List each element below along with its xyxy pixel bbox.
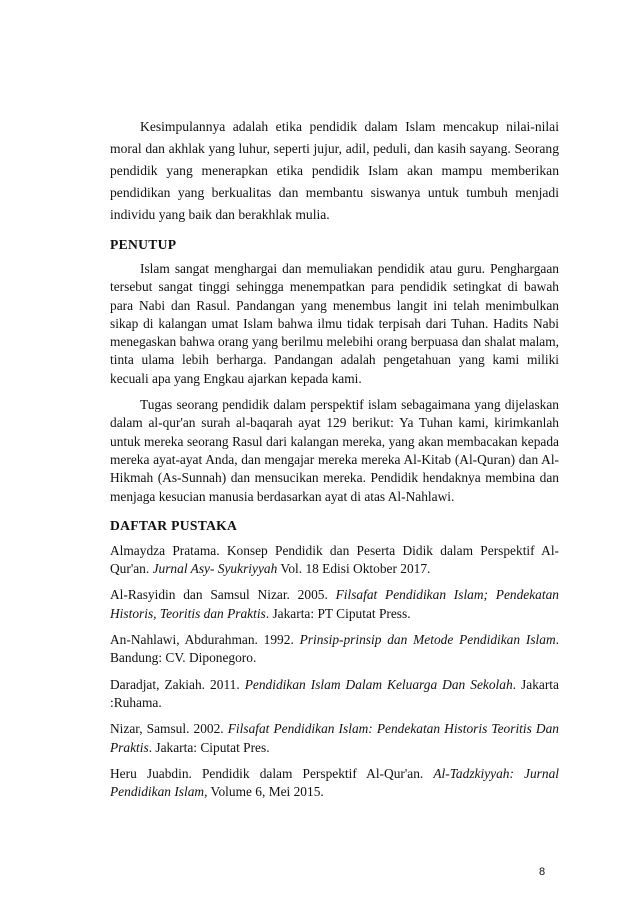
reference-list	[110, 542, 559, 802]
page-content	[110, 116, 559, 801]
page-number: 8	[539, 866, 546, 878]
reference-item: Almaydza Pratama. Konsep Pendidik dan Peserta Didik dalam Perspektif Al-Qur'an. Jurnal Asy- Syukriyyah Vol. 18 Edisi Oktober 2017.	[110, 542, 559, 577]
reference-item: Al-Rasyidin dan Samsul Nizar. 2005. Filsafat Pendidikan Islam; Pendekatan Historis, Teoritis dan Praktis. Jakarta: PT Ciputat Press.	[110, 587, 559, 621]
heading-daftar-pustaka: DAFTAR PUSTAKA	[110, 517, 238, 533]
heading-penutup: PENUTUP	[110, 237, 177, 252]
reference-item: Daradjat, Zakiah. 2011. Pendidikan Islam Dalam Keluarga Dan Sekolah. Jakarta :Ruhama.	[110, 676, 559, 710]
penutup-paragraph-2: Tugas seorang pendidik dalam perspektif islam sebagaimana yang dijelaskan dalam al-qur'an surah al-baqarah ayat 129 berikut: Ya Tuhan kami, kirimkanlah untuk mereka seorang Rasul dari kalangan mereka, yang akan membacakan kepada mereka ayat-ayat Anda, dan mengajar mereka mereka Al-Kitab (Al-Quran) dan Al-Hikmah (As-Sunnah) dan mensucikan mereka. Pendidik hendaknya membina dan menjaga kesucian manusia berdasarkan ayat di atas Al-Nahlawi.	[110, 397, 559, 504]
penutup-paragraph-1: Islam sangat menghargai dan memuliakan pendidik atau guru. Penghargaan tersebut sangat tinggi sehingga menempatkan para pendidik setingkat di bawah para Nabi dan Rasul. Pandangan yang menembus langit ini telah menimbulkan sikap di kalangan umat Islam bahwa ilmu tidak terpisah dari Tuhan. Hadits Nabi menegaskan bahwa orang yang berilmu melebihi orang berpuasa dan shalat malam, tinta ulama lebih berharga. Pandangan adalah pengetahuan yang kami miliki kecuali apa yang Engkau ajarkan kepada kami.	[110, 261, 559, 386]
reference-item: Heru Juabdin. Pendidik dalam Perspektif Al-Qur'an. Al-Tadzkiyyah: Jurnal Pendidikan Islam, Volume 6, Mei 2015.	[110, 765, 560, 800]
conclusion-paragraph: Kesimpulannya adalah etika pendidik dalam Islam mencakup nilai-nilai moral dan akhlak yang luhur, seperti jujur, adil, peduli, dan kasih sayang. Seorang pendidik yang menerapkan etika pendidik Islam akan mampu memberikan pendidikan yang berkualitas dan membantu siswanya untuk tumbuh menjadi individu yang baik dan berakhlak mulia.	[110, 119, 559, 222]
reference-item: An-Nahlawi, Abdurahman. 1992. Prinsip-prinsip dan Metode Pendidikan Islam. Bandung: CV. Diponegoro.	[110, 632, 559, 666]
reference-item: Nizar, Samsul. 2002. Filsafat Pendidikan Islam: Pendekatan Historis Teoritis Dan Praktis. Jakarta: Ciputat Pres.	[110, 721, 559, 755]
